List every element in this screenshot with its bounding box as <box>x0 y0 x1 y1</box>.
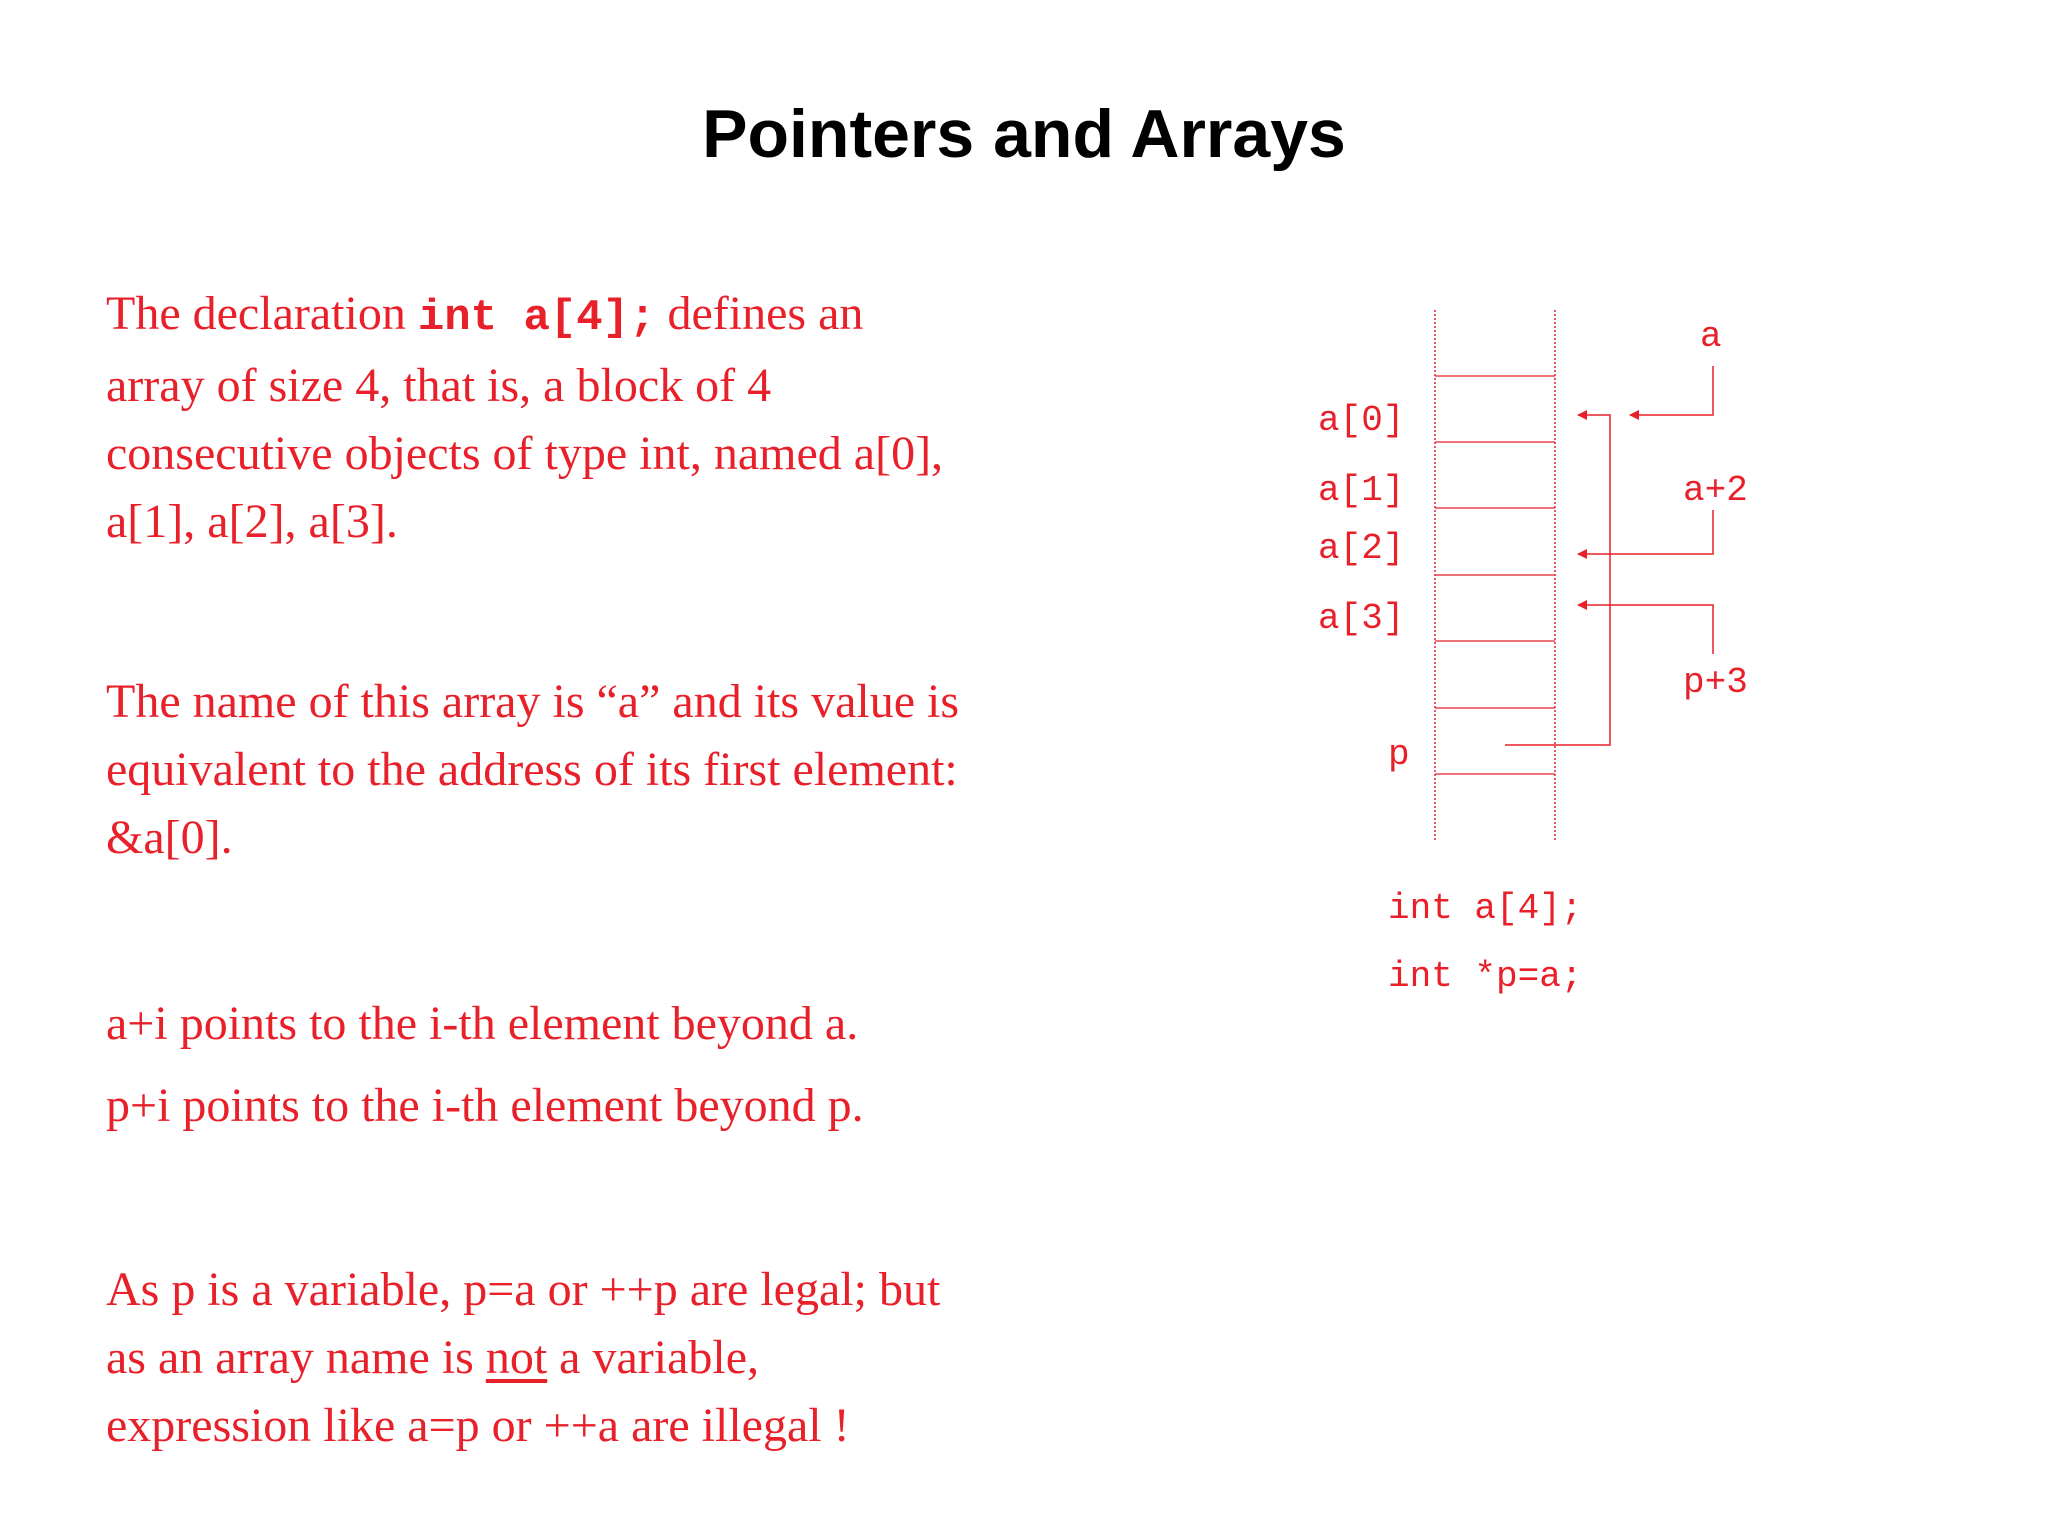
legality-text-after: a variable, expression like a=p or ++a are illegal ! <box>106 1331 850 1452</box>
cell-label-a0: a[0] <box>1318 400 1405 441</box>
paragraph-legality <box>106 1256 966 1460</box>
paragraph-array-name: The name of this array is “a” and its value is equivalent to the address of its first element: &a[0]. <box>106 675 960 864</box>
cell-label-a2: a[2] <box>1318 528 1405 569</box>
memory-cell-dividers <box>1435 376 1555 774</box>
arrow-a-to-a0 <box>1630 366 1713 415</box>
paragraph-p-plus-i: p+i points to the i-th element beyond p. <box>106 1079 864 1132</box>
cell-label-a3: a[3] <box>1318 598 1405 639</box>
legality-underlined-not: not <box>485 1331 548 1384</box>
legality-text-before: As p is a variable, p=a or ++p are legal; but as an array name is <box>106 1263 941 1384</box>
diagram-code-line-1: int a[4]; <box>1388 888 1583 929</box>
arrow-p-to-a0 <box>1505 415 1610 745</box>
declaration-text-after-code: defines <box>655 287 807 340</box>
cell-label-a1: a[1] <box>1318 470 1405 511</box>
paragraph-declaration <box>106 280 966 556</box>
pointer-label-p-plus-3: p+3 <box>1683 662 1748 703</box>
pointer-label-a: a <box>1700 316 1722 357</box>
pointer-label-a-plus-2: a+2 <box>1683 470 1748 511</box>
arrow-p-plus-3-to-a3 <box>1578 605 1713 654</box>
cell-label-p: p <box>1388 734 1410 775</box>
declaration-code: int a[4]; <box>417 293 656 343</box>
page-title: Pointers and Arrays <box>702 96 1346 172</box>
diagram-code-line-2: int *p=a; <box>1388 956 1583 997</box>
declaration-text-rest: an array of size 4, that is, a block of 4 consecutive objects of type int, named a[0], a[1], a[2], a[3]. <box>106 287 944 548</box>
paragraph-a-plus-i: a+i points to the i-th element beyond a. <box>106 997 859 1050</box>
declaration-text-before: The declaration <box>106 287 418 340</box>
arrow-a-plus-2-to-a2 <box>1578 510 1713 554</box>
